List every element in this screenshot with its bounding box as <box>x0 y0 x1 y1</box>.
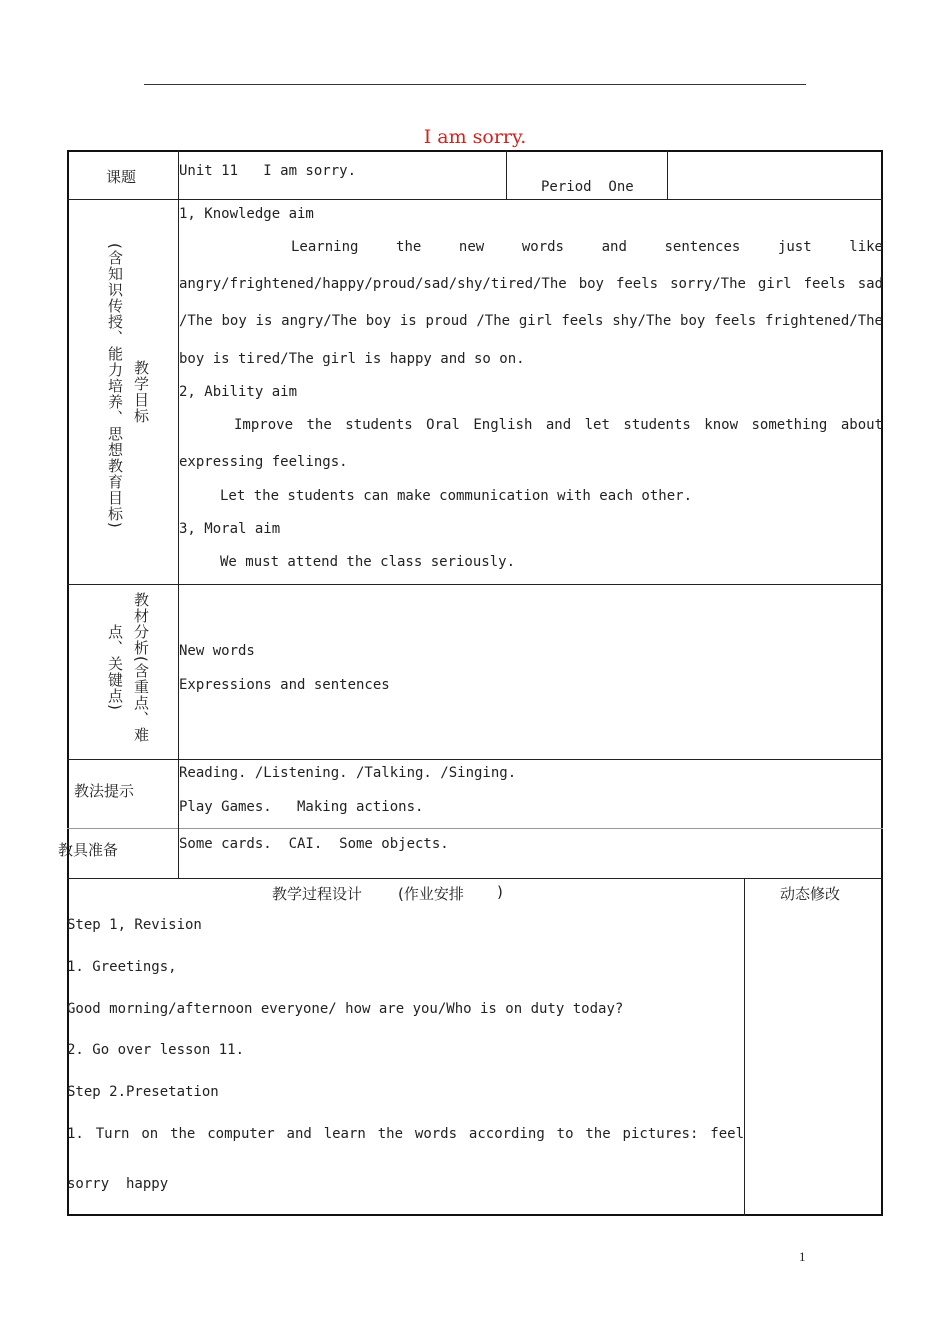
prep-label: 教具准备 <box>58 841 119 859</box>
methods-item: Reading. /Listening. /Talking. /Singing. <box>179 765 517 781</box>
process-line: 2. Go over lesson 11. <box>67 1042 245 1058</box>
ability-aim-text: Improve the students Oral English and let students know something about <box>234 417 883 433</box>
analysis-item: Expressions and sentences <box>179 677 390 693</box>
prep-item: Some cards. CAI. Some objects. <box>179 836 449 852</box>
page-title: I am sorry. <box>423 126 527 148</box>
period-value: Period One <box>541 179 634 195</box>
knowledge-aim-text: Learning the new words and sentences just like <box>291 239 883 255</box>
knowledge-aim-text: angry/frightened/happy/proud/sad/shy/tired/The boy feels sorry/The girl feels sad <box>179 276 883 292</box>
process-line: Step 1, Revision <box>67 917 202 933</box>
revision-notes-header: 动态修改 <box>780 885 841 903</box>
objectives-label: 教学目标 <box>132 360 150 424</box>
row-divider <box>67 199 883 200</box>
column-divider <box>506 150 507 199</box>
row-divider <box>67 584 883 585</box>
moral-aim-text: We must attend the class seriously. <box>220 554 516 570</box>
homework-header-close: ) <box>497 883 503 901</box>
analysis-sublabel: 点、关键点) <box>106 624 124 711</box>
row-divider <box>67 828 883 829</box>
ability-aim-heading: 2, Ability aim <box>179 384 298 400</box>
knowledge-aim-text: /The boy is angry/The boy is proud /The girl feels shy/The boy feels frightened/The <box>179 313 883 329</box>
row-divider <box>67 759 883 760</box>
analysis-label: 教材分析(含重点、难 <box>132 592 150 743</box>
page-number: 1 <box>799 1249 806 1264</box>
column-divider <box>667 150 668 199</box>
homework-header: (作业安排 <box>398 885 464 903</box>
process-line: Step 2.Presetation <box>67 1084 219 1100</box>
methods-label: 教法提示 <box>74 782 135 800</box>
moral-aim-heading: 3, Moral aim <box>179 521 281 537</box>
knowledge-aim-heading: 1, Knowledge aim <box>179 206 314 222</box>
process-line: sorry happy <box>67 1176 169 1192</box>
analysis-item: New words <box>179 643 255 659</box>
methods-item: Play Games. Making actions. <box>179 799 424 815</box>
process-header: 教学过程设计 <box>272 885 363 903</box>
knowledge-aim-text: boy is tired/The girl is happy and so on. <box>179 351 525 367</box>
row-divider <box>67 878 883 879</box>
process-line: 1. Turn on the computer and learn the words according to the pictures: feel <box>67 1126 744 1142</box>
ability-aim-text: expressing feelings. <box>179 454 348 470</box>
objectives-sublabel: (含知识传授、能力培养、思想教育目标) <box>106 243 124 529</box>
ability-aim-text: Let the students can make communication with each other. <box>220 488 693 504</box>
topic-label: 课题 <box>106 168 137 186</box>
topic-value: Unit 11 I am sorry. <box>179 163 357 179</box>
column-divider <box>744 878 745 1216</box>
header-rule <box>144 84 806 85</box>
process-line: 1. Greetings, <box>67 959 177 975</box>
process-line: Good morning/afternoon everyone/ how are you/Who is on duty today? <box>67 1001 624 1017</box>
